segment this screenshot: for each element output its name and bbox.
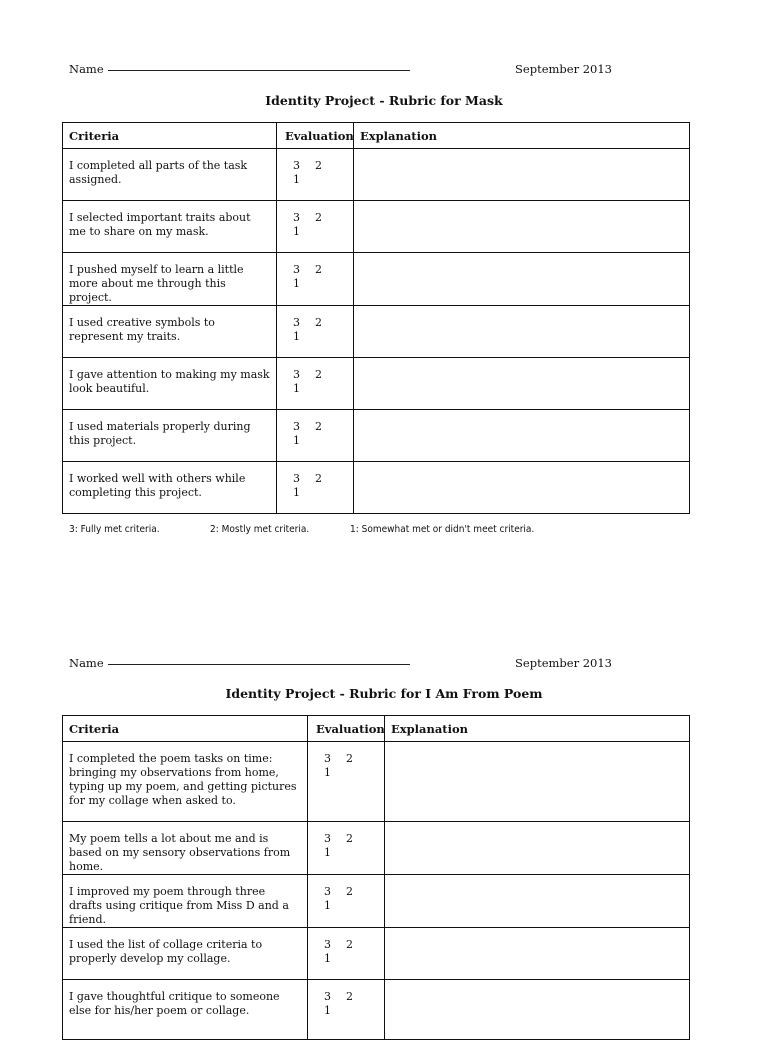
evaluation-cell — [277, 253, 354, 306]
name-blank-line[interactable] — [108, 664, 410, 665]
criteria-cell: I improved my poem through three drafts using critique from Miss D and a friend. — [63, 875, 308, 928]
name-label: Name — [69, 62, 104, 76]
evaluation-cell — [308, 742, 385, 822]
evaluation-cell — [308, 928, 385, 980]
score-option-2[interactable]: 2 — [346, 832, 353, 845]
score-option-1[interactable]: 1 — [293, 173, 300, 186]
rubric1-title: Identity Project - Rubric for Mask — [265, 93, 503, 108]
score-option-1[interactable]: 1 — [293, 225, 300, 238]
evaluation-header: Evaluation — [308, 716, 385, 742]
table-row — [63, 253, 690, 306]
criteria-cell: I used creative symbols to represent my traits. — [63, 306, 277, 358]
evaluation-cell — [277, 149, 354, 201]
name-field[interactable] — [69, 656, 410, 670]
score-option-3[interactable]: 3 — [324, 832, 331, 845]
table-row — [63, 358, 690, 410]
rubric2-header-row — [69, 656, 612, 670]
explanation-header: Explanation — [385, 716, 690, 742]
score-option-2[interactable]: 2 — [315, 316, 322, 329]
explanation-cell[interactable] — [354, 253, 690, 306]
score-option-3[interactable]: 3 — [293, 316, 300, 329]
explanation-cell[interactable] — [385, 980, 690, 1040]
evaluation-cell — [308, 980, 385, 1040]
score-option-2[interactable]: 2 — [315, 420, 322, 433]
rubric1-table — [62, 122, 690, 514]
explanation-cell[interactable] — [385, 875, 690, 928]
name-field[interactable] — [69, 62, 410, 76]
scoring-legend — [69, 524, 629, 535]
criteria-cell: I used materials properly during this project. — [63, 410, 277, 462]
score-option-3[interactable]: 3 — [324, 752, 331, 765]
score-option-2[interactable]: 2 — [346, 990, 353, 1003]
table-row — [63, 742, 690, 822]
table-header-row — [63, 716, 690, 742]
score-option-1[interactable]: 1 — [293, 277, 300, 290]
criteria-cell: I completed the poem tasks on time: bringing my observations from home, typing up my poem, and getting pictures for my collage when asked to. — [63, 742, 308, 822]
table-row — [63, 462, 690, 514]
table-row — [63, 980, 690, 1040]
table-row — [63, 201, 690, 253]
criteria-cell: I selected important traits about me to share on my mask. — [63, 201, 277, 253]
explanation-cell[interactable] — [385, 928, 690, 980]
score-option-1[interactable]: 1 — [293, 434, 300, 447]
rubric2-title: Identity Project - Rubric for I Am From Poem — [225, 686, 543, 701]
score-option-2[interactable]: 2 — [346, 938, 353, 951]
table-header-row — [63, 123, 690, 149]
criteria-cell: I gave attention to making my mask look beautiful. — [63, 358, 277, 410]
evaluation-cell — [277, 201, 354, 253]
legend-item-1: 1: Somewhat met or didn't meet criteria. — [350, 524, 535, 535]
score-option-1[interactable]: 1 — [324, 899, 331, 912]
score-option-1[interactable]: 1 — [324, 952, 331, 965]
score-option-1[interactable]: 1 — [293, 330, 300, 343]
criteria-cell: My poem tells a lot about me and is based on my sensory observations from home. — [63, 822, 308, 875]
score-option-1[interactable]: 1 — [293, 486, 300, 499]
score-option-3[interactable]: 3 — [293, 420, 300, 433]
score-option-2[interactable]: 2 — [315, 472, 322, 485]
explanation-cell[interactable] — [354, 306, 690, 358]
score-option-3[interactable]: 3 — [293, 159, 300, 172]
score-option-1[interactable]: 1 — [324, 766, 331, 779]
table-row — [63, 410, 690, 462]
score-option-3[interactable]: 3 — [293, 472, 300, 485]
score-option-1[interactable]: 1 — [324, 1004, 331, 1017]
criteria-header: Criteria — [63, 716, 308, 742]
date-label: September 2013 — [515, 656, 612, 670]
criteria-cell: I completed all parts of the task assigned. — [63, 149, 277, 201]
explanation-cell[interactable] — [385, 742, 690, 822]
table-row — [63, 822, 690, 875]
evaluation-cell — [308, 822, 385, 875]
score-option-3[interactable]: 3 — [293, 211, 300, 224]
score-option-2[interactable]: 2 — [315, 368, 322, 381]
legend-item-3: 3: Fully met criteria. — [69, 524, 160, 535]
score-option-3[interactable]: 3 — [324, 885, 331, 898]
evaluation-cell — [277, 462, 354, 514]
name-label: Name — [69, 656, 104, 670]
score-option-2[interactable]: 2 — [315, 263, 322, 276]
name-blank-line[interactable] — [108, 70, 410, 71]
legend-item-2: 2: Mostly met criteria. — [210, 524, 310, 535]
score-option-3[interactable]: 3 — [324, 938, 331, 951]
score-option-3[interactable]: 3 — [293, 263, 300, 276]
evaluation-cell — [277, 410, 354, 462]
criteria-cell: I worked well with others while completing this project. — [63, 462, 277, 514]
explanation-cell[interactable] — [354, 410, 690, 462]
score-option-2[interactable]: 2 — [346, 885, 353, 898]
rubric1-header-row — [69, 62, 612, 76]
rubric2-table — [62, 715, 690, 1040]
criteria-cell: I used the list of collage criteria to properly develop my collage. — [63, 928, 308, 980]
evaluation-cell — [308, 875, 385, 928]
explanation-cell[interactable] — [385, 822, 690, 875]
explanation-cell[interactable] — [354, 462, 690, 514]
score-option-1[interactable]: 1 — [324, 846, 331, 859]
score-option-2[interactable]: 2 — [315, 159, 322, 172]
table-row — [63, 149, 690, 201]
date-label: September 2013 — [515, 62, 612, 76]
table-row — [63, 875, 690, 928]
criteria-cell: I gave thoughtful critique to someone else for his/her poem or collage. — [63, 980, 308, 1040]
score-option-1[interactable]: 1 — [293, 382, 300, 395]
evaluation-header: Evaluation — [277, 123, 354, 149]
table-row — [63, 306, 690, 358]
explanation-cell[interactable] — [354, 201, 690, 253]
explanation-header: Explanation — [354, 123, 690, 149]
criteria-cell: I pushed myself to learn a little more about me through this project. — [63, 253, 277, 306]
score-option-2[interactable]: 2 — [315, 211, 322, 224]
explanation-cell[interactable] — [354, 358, 690, 410]
table-row — [63, 928, 690, 980]
score-option-3[interactable]: 3 — [324, 990, 331, 1003]
score-option-3[interactable]: 3 — [293, 368, 300, 381]
explanation-cell[interactable] — [354, 149, 690, 201]
criteria-header: Criteria — [63, 123, 277, 149]
evaluation-cell — [277, 358, 354, 410]
evaluation-cell — [277, 306, 354, 358]
score-option-2[interactable]: 2 — [346, 752, 353, 765]
